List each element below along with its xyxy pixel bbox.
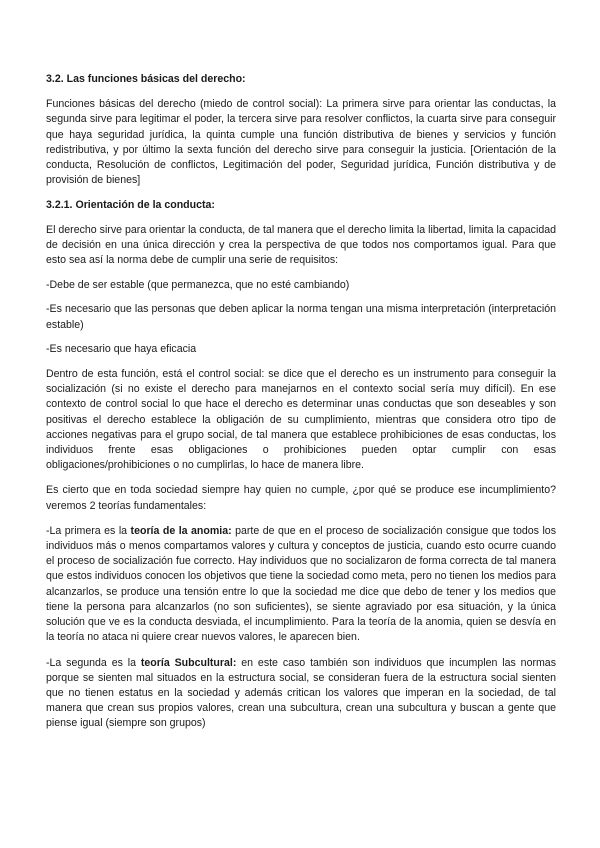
subsection-intro-paragraph: El derecho sirve para orientar la conducta, de tal manera que el derecho limita la libertad, limita la capacidad de decisión en una única dirección y crea la perspectiva de que todos nos comportamos igual. Para que esto sea así la norma debe de cumplir una serie de requisitos: [46, 223, 556, 267]
theory-subcultural-prefix: -La segunda es la [46, 656, 141, 669]
requirement-item: -Es necesario que haya eficacia [46, 342, 197, 355]
theory-anomia-prefix: -La primera es la [46, 524, 131, 537]
theory-anomia-text: parte de que en el proceso de socialización consigue que todos los individuos más o menos compartamos valores y cultura y conceptos de justicia, cuando esto ocurre cuando el proceso de socialización fue correcto. Hay individuos que no socializaron de forma correcta de tal manera que estos individuos conocen los objetivos que tiene la sociedad como meta, pero no tienen los medios para alcanzarlos, se produce una tensión entre lo que la sociedad me dice que debo de tener y los medios que tiene la persona para alcanzarlos (no son suficientes), se siente agraviado por esa situación, y la única solución que ve es la conducta desviada, el incumplimiento. Para la teoría de la anomia, quien se desvía en la teoría no ataca ni quiere crear nuevos valores, le aparecen bien. [46, 524, 556, 644]
control-social-paragraph: Dentro de esta función, está el control social: se dice que el derecho es un instrumento para conseguir la socialización (si no existe el derecho para manejarnos en el contexto social sería muy difícil). En ese contexto de control social lo que hace el derecho es determinar unas conductas que son deseables y son positivas el derecho establece la obligación de su cumplimiento, mientras que considera otro tipo de acciones negativas para el grupo social, de tal manera que establece prohibiciones de esas conductas, los individuos frente esas obligaciones o prohibiciones pueden optar cumplir con esas obligaciones/prohibiciones o no cumplirlas, lo hace de manera libre. [46, 368, 556, 472]
section-intro-paragraph: Funciones básicas del derecho (miedo de control social): La primera sirve para orientar las conductas, la segunda sirve para legitimar el poder, la tercera sirve para resolver conflictos, la cuarta sirve para conseguir que haya seguridad jurídica, la quinta cumple una función distributiva de bienes y servicios y función redistributiva, y por último la sexta función del derecho sirve para conseguir la justicia. [Orientación de la conducta, Resolución de conflictos, Legitimación del poder, Seguridad jurídica, Función distributiva y de provisión de bienes] [46, 98, 556, 187]
document-page [46, 72, 556, 741]
theory-subcultural-paragraph [46, 656, 556, 732]
theory-subcultural-name: teoría Subcultural: [140, 656, 237, 669]
theory-anomia-paragraph [46, 524, 556, 646]
theory-anomia-name: teoría de la anomia: [130, 524, 232, 537]
requirement-item: -Es necesario que las personas que deben aplicar la norma tengan una misma interpretación (interpretación estable) [46, 303, 556, 331]
question-paragraph: Es cierto que en toda sociedad siempre hay quien no cumple, ¿por qué se produce ese incumplimiento? veremos 2 teorías fundamentales: [46, 484, 556, 512]
section-heading: 3.2. Las funciones básicas del derecho: [46, 73, 246, 85]
subsection-heading: 3.2.1. Orientación de la conducta: [46, 199, 215, 212]
theory-subcultural-text: en este caso también son individuos que incumplen las normas porque se sienten mal situados en la estructura social, se consideran fuera de la estructura social sienten que no tienen estatus en la sociedad y además critican los valores que imperan en la sociedad, de tal manera que crean sus propios valores, crean una subcultura, crean una subcultura y buscan a gente que piense igual (siempre son grupos) [46, 656, 556, 730]
requirement-item: -Debe de ser estable (que permanezca, que no esté cambiando) [46, 279, 350, 292]
